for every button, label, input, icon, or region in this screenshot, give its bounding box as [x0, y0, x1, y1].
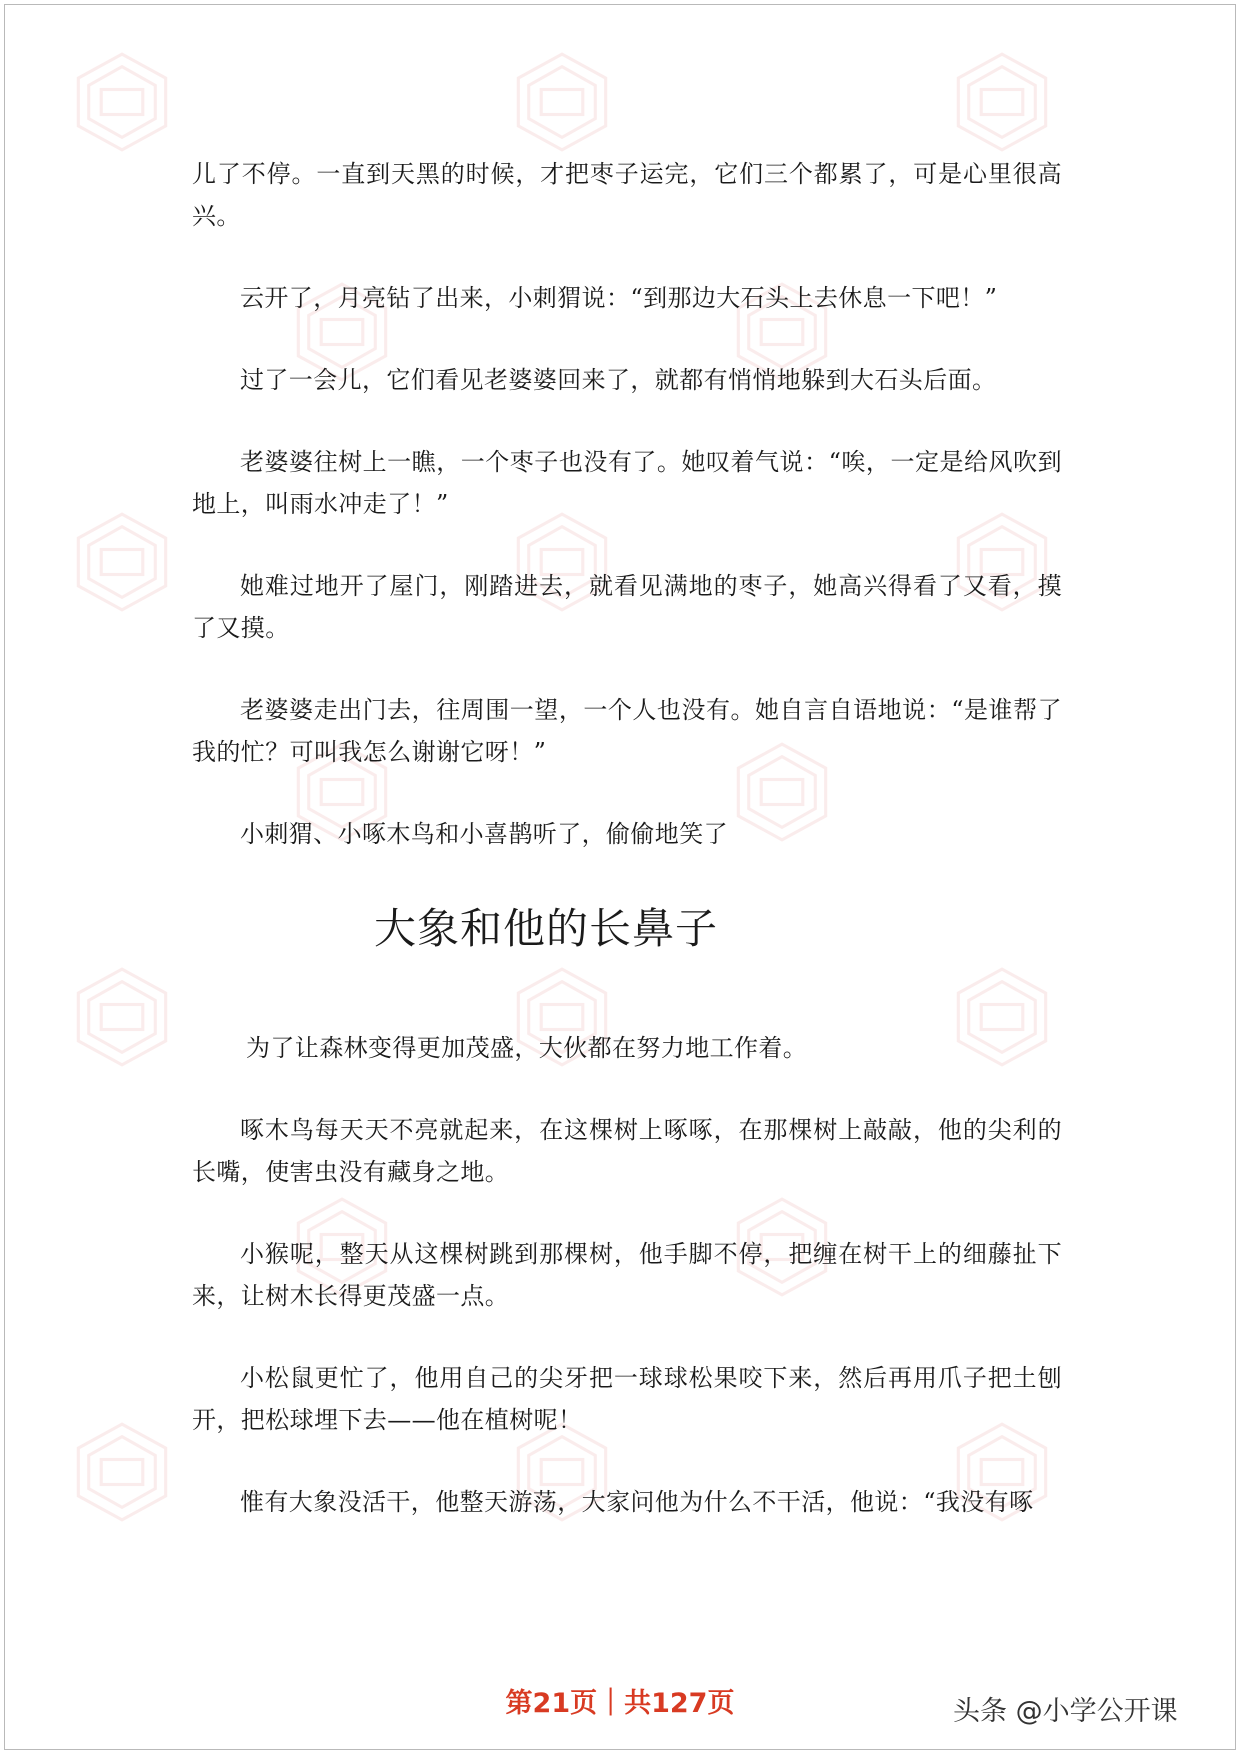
watermark-icon: [950, 50, 1054, 154]
paragraph: 过了一会儿，它们看见老婆婆回来了，就都有悄悄地躲到大石头后面。: [240, 366, 997, 394]
watermark-icon: [70, 50, 174, 154]
watermark-icon: [510, 50, 614, 154]
paragraph: 啄木鸟每天天不亮就起来，在这棵树上啄啄，在那棵树上敲敲，他的尖利的长嘴，使害虫没有藏身之地。: [192, 1116, 1062, 1186]
paragraph: 小松鼠更忙了，他用自己的尖牙把一球球松果咬下来，然后再用爪子把土刨开，把松球埋下去——他在植树呢！: [192, 1364, 1062, 1434]
document-body: [192, 153, 1062, 1563]
paragraph: 云开了，月亮钻了出来，小刺猬说：“到那边大石头上去休息一下吧！”: [240, 284, 998, 312]
paragraph: 老婆婆走出门去，往周围一望，一个人也没有。她自言自语地说：“是谁帮了我的忙？可叫我怎么谢谢它呀！”: [192, 696, 1062, 766]
page-indicator: 第21页｜共127页: [505, 1688, 735, 1719]
watermark-icon: [70, 1420, 174, 1524]
paragraph: 小猴呢，整天从这棵树跳到那棵树，他手脚不停，把缠在树干上的细藤扯下来，让树木长得更茂盛一点。: [192, 1240, 1062, 1310]
paragraph: 惟有大象没活干，他整天游荡，大家问他为什么不干活，他说：“我没有啄: [240, 1488, 1034, 1516]
story-title: 大象和他的长鼻子: [374, 904, 719, 953]
paragraph: 小刺猬、小啄木鸟和小喜鹊听了，偷偷地笑了: [240, 820, 728, 848]
document-page: [4, 4, 1236, 1750]
paragraph: 为了让森林变得更加茂盛，大伙都在努力地工作着。: [246, 1034, 808, 1062]
paragraph: 儿了不停。一直到天黑的时候，才把枣子运完，它们三个都累了，可是心里很高兴。: [192, 160, 1062, 230]
brand-watermark-text: 头条 @小学公开课: [953, 1696, 1178, 1727]
paragraph: 老婆婆往树上一瞧，一个枣子也没有了。她叹着气说：“唉，一定是给风吹到地上，叫雨水冲走了！”: [192, 448, 1062, 518]
paragraph: 她难过地开了屋门，刚踏进去，就看见满地的枣子，她高兴得看了又看，摸了又摸。: [192, 572, 1062, 642]
watermark-icon: [70, 965, 174, 1069]
watermark-icon: [70, 510, 174, 614]
